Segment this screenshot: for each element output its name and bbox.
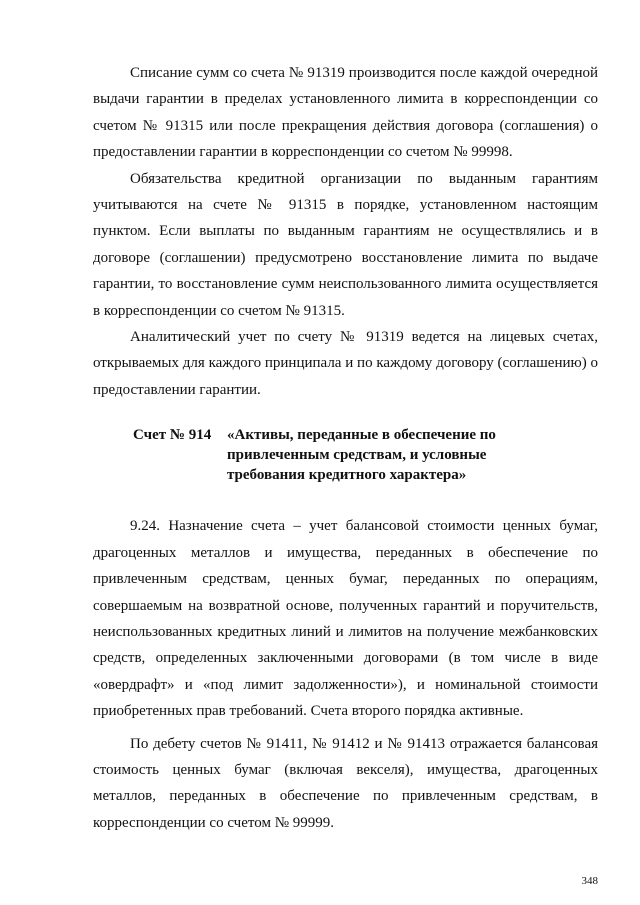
paragraph-debit-entries: По дебету счетов № 91411, № 91412 и № 91413 отражается балансовая стоимость ценных бумаг (включая векселя), имущества, драгоценных металлов, переданных в обеспечение по привлеченным средствам, в корреспонденции со счетом № 99999. xyxy=(93,735,598,831)
paragraph-write-off: Списание сумм со счета № 91319 производится после каждой очередной выдачи гарантии в пределах установленного лимита в корреспонденции со счетом № 91315 или после прекращения действия договора (соглашения) о предоставлении гарантии в корреспонденции со счетом № 99998. xyxy=(93,65,598,161)
paragraph-account-purpose: 9.24. Назначение счета – учет балансовой стоимости ценных бумаг, драгоценных металлов и имущества, переданных в обеспечение по привлеченным средствам, ценных бумаг, переданных по операциям, совершаемым на возвратной основе, полученных гарантий и поручительств, неиспользованных кредитных линий и лимитов на получение межбанковских средств, определенных заключенными договорами (в том числе в виде «овердрафт» и «под лимит задолженности»), и номинальной стоимости приобретенных прав требований. Счета второго порядка активные. xyxy=(93,518,598,720)
paragraph-obligations: Обязательства кредитной организации по выданным гарантиям учитываются на счете № 91315 в порядке, установленном настоящим пунктом. Если выплаты по выданным гарантиям не осуществлялись и в договоре (соглашении) предусмотрено восстановление лимита по выдаче гарантии, то восстановление сумм неиспользованного лимита осуществляется в корреспонденции со счетом № 91315. xyxy=(93,170,598,319)
heading-account-title: «Активы, переданные в обеспечение по привлеченным средствам, и условные требования кредитного характера» xyxy=(227,427,496,484)
section-heading xyxy=(93,425,598,485)
document-page xyxy=(93,60,598,836)
heading-account-number: Счет № 914 xyxy=(133,427,212,444)
paragraph-analytical-accounting: Аналитический учет по счету № 91319 ведется на лицевых счетах, открываемых для каждого принципала и по каждому договору (соглашению) о предоставлении гарантии. xyxy=(93,329,598,398)
page-number: 348 xyxy=(581,875,598,887)
